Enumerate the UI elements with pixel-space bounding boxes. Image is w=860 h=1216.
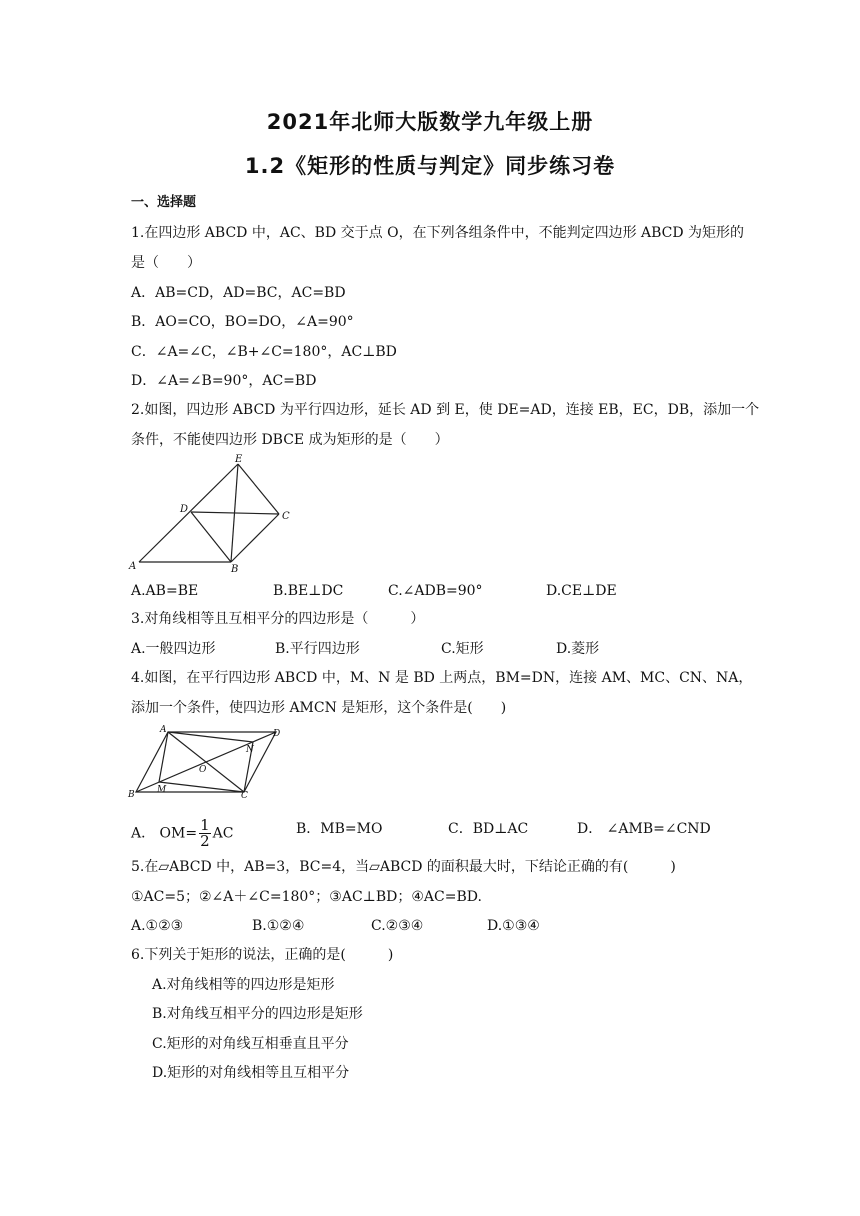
q2-option-d: D.CE⊥DE — [546, 583, 617, 599]
q1-stem-line2: 是（ ） — [131, 255, 201, 271]
q6-option-d: D.矩形的对角线相等且互相平分 — [152, 1065, 350, 1081]
page-subtitle: 1.2《矩形的性质与判定》同步练习卷 — [244, 154, 616, 178]
q3-option-d: D.菱形 — [556, 641, 600, 657]
q3-option-a: A.一般四边形 — [131, 641, 216, 657]
q4-option-b: B．MB=MO — [296, 821, 383, 837]
q2-line-bc — [231, 514, 279, 562]
q4-line-mc — [159, 782, 244, 792]
q3-option-c: C.矩形 — [441, 641, 484, 657]
q1-option-d: D．∠A=∠B=90°，AC=BD — [131, 373, 317, 389]
q1-option-c: C．∠A=∠C，∠B+∠C=180°，AC⊥BD — [131, 344, 397, 360]
q2-line-ec — [238, 464, 279, 514]
q2-figure — [125, 452, 305, 574]
q5-option-d: D.①③④ — [487, 918, 540, 934]
q6-option-c: C.矩形的对角线互相垂直且平分 — [152, 1036, 349, 1052]
q2-stem-line2: 条件，不能使四边形 DBCE 成为矩形的是（ ） — [131, 432, 449, 448]
q6-option-a: A.对角线相等的四边形是矩形 — [152, 977, 335, 993]
q2-option-b: B.BE⊥DC — [273, 583, 344, 599]
q5-stem: 5.在▱ABCD 中，AB=3，BC=4，当▱ABCD 的面积最大时，下结论正确的有( ) — [131, 859, 676, 875]
q3-stem: 3.对角线相等且互相平分的四边形是（ ） — [131, 611, 425, 627]
q6-option-b: B.对角线互相平分的四边形是矩形 — [152, 1006, 363, 1022]
q4-label-o: O — [199, 765, 207, 775]
q2-option-c: C.∠ADB=90° — [388, 583, 483, 599]
q2-line-db — [191, 512, 231, 562]
section-heading: 一、选择题 — [131, 195, 197, 210]
q4-option-a — [131, 818, 233, 849]
q3-option-b: B.平行四边形 — [275, 641, 360, 657]
q2-label-c: C — [282, 511, 290, 522]
q2-label-b: B — [231, 564, 239, 574]
q4-option-c: C．BD⊥AC — [448, 821, 529, 837]
fraction-numerator: 1 — [200, 816, 210, 834]
q4-option-a-prefix: A． OM= — [131, 825, 198, 842]
q1-option-b: B．AO=CO，BO=DO，∠A=90° — [131, 314, 354, 330]
q5-conditions: ①AC=5；②∠A＋∠C=180°；③AC⊥BD；④AC=BD. — [131, 889, 482, 905]
q6-stem: 6.下列关于矩形的说法，正确的是( ) — [131, 947, 394, 963]
q4-label-c: C — [241, 791, 248, 800]
fraction-one-half — [199, 818, 211, 849]
q4-stem-line2: 添加一个条件，使四边形 AMCN 是矩形，这个条件是( ) — [131, 700, 507, 716]
q1-option-a: A．AB=CD，AD=BC，AC=BD — [131, 285, 346, 301]
q4-line-ac — [168, 732, 244, 792]
q2-stem-line1: 2.如图，四边形 ABCD 为平行四边形，延长 AD 到 E，使 DE=AD，连接 EB，EC，DB，添加一个 — [131, 402, 760, 418]
page-title: 2021年北师大版数学九年级上册 — [266, 110, 594, 134]
q1-stem-line1: 1.在四边形 ABCD 中，AC、BD 交于点 O，在下列各组条件中，不能判定四边形 ABCD 为矩形的 — [131, 225, 745, 241]
q5-option-a: A.①②③ — [131, 918, 184, 934]
q2-option-a: A.AB=BE — [131, 583, 199, 599]
q2-label-d: D — [180, 504, 189, 515]
q4-line-na — [168, 732, 253, 742]
q4-label-m: M — [157, 785, 167, 795]
q2-label-a: A — [129, 561, 137, 572]
q4-label-b: B — [128, 790, 135, 800]
q4-option-a-suffix: AC — [212, 825, 234, 842]
q4-stem-line1: 4.如图，在平行四边形 ABCD 中，M、N 是 BD 上两点，BM=DN，连接 AM、MC、CN、NA， — [131, 670, 753, 686]
q4-figure — [126, 722, 286, 800]
q5-option-b: B.①②④ — [252, 918, 305, 934]
q5-option-c: C.②③④ — [371, 918, 424, 934]
q2-label-e: E — [235, 454, 243, 465]
q4-label-a: A — [160, 725, 167, 735]
fraction-denominator: 2 — [200, 832, 210, 850]
q4-label-n: N — [246, 745, 254, 755]
q4-label-d: D — [273, 729, 281, 739]
q4-option-d: D． ∠AMB=∠CND — [577, 821, 711, 837]
